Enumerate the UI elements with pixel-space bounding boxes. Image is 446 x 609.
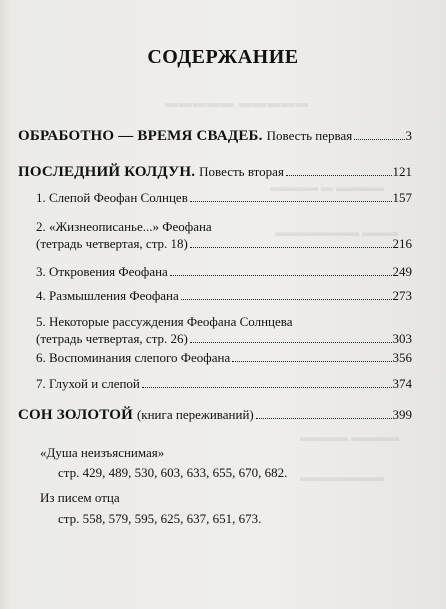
extra-pages: стр. 558, 579, 595, 625, 637, 651, 673. [58, 511, 262, 526]
part-title: ОБРАБОТНО — ВРЕМЯ СВАДЕБ. [18, 128, 263, 144]
page-number: 399 [392, 407, 412, 422]
page-number: 356 [392, 350, 412, 365]
dot-leader [286, 175, 392, 176]
chapter-title: 7. Глухой и слепой [36, 376, 140, 391]
dot-leader [142, 387, 392, 388]
chapter-title: 5. Некоторые рассуждения Феофана Солнцева [36, 314, 293, 329]
dot-leader [354, 139, 404, 140]
toc-part-3 [18, 407, 412, 424]
dot-leader [190, 247, 392, 248]
chapter-title: 3. Откровения Феофана [36, 264, 168, 279]
page-number: 249 [392, 264, 412, 279]
chapter-title-cont: (тетрадь четвертая, стр. 26) [36, 331, 188, 346]
chapter-title-cont: (тетрадь четвертая, стр. 18) [36, 236, 188, 251]
dot-leader [232, 361, 391, 362]
toc-chapter [36, 190, 412, 206]
chapter-title: 6. Воспоминания слепого Феофана [36, 350, 231, 365]
dot-leader [256, 418, 392, 419]
part-title: ПОСЛЕДНИЙ КОЛДУН. [18, 164, 196, 180]
book-page: ▬▬▬▬▬ ▬▬▬▬▬ ▬▬▬▬ ▬ ▬▬▬▬ ▬▬▬▬▬▬▬ ▬▬▬ ▬▬▬▬ ▬▬▬▬ ▬▬▬▬▬▬▬ СОДЕРЖАНИЕ ОБРАБОТНО — ВРЕМЯ СВАДЕБ. Повесть первая 3 ПОСЛЕДНИЙ КОЛДУН. Повесть вторая 121 1. Слепой Феофан Солнцев 157 2. «Жизнеописанье...» Феофана (тетрадь четвертая, стр. 18) 216 3. Откровения Феофана 249 4. Размышления Феофана 273 5. Некоторые рассуждения Феофана Солнцева (тетрадь четвертая, стр. 26) 303 6. Воспоминания слепого Феофана 356 7. Глухой и слепой 374 СОН ЗОЛОТОЙ (книга переживаний) 399 «Душа неизъяснимая» стр. 429, 489, 530, 603, 633, 655, 670, 682. Из писем отца стр. 558, 579, 595, 625, 637, 651, 673. [0, 0, 446, 609]
dot-leader [190, 342, 392, 343]
page-number: 3 [405, 128, 412, 143]
toc-chapter [36, 331, 412, 347]
extra-title: «Душа неизъяснимая» [40, 445, 165, 460]
toc-chapter [36, 236, 412, 252]
page-number: 303 [392, 331, 412, 346]
toc-part-2 [18, 164, 412, 181]
toc-chapter [36, 264, 412, 280]
dot-leader [170, 275, 392, 276]
part-subtitle: Повесть первая [266, 128, 353, 143]
toc-chapter [36, 350, 412, 366]
page-number: 121 [392, 164, 412, 179]
chapter-title: 1. Слепой Феофан Солнцев [36, 190, 188, 205]
page-title: СОДЕРЖАНИЕ [147, 46, 299, 68]
part-subtitle: (книга переживаний) [136, 407, 254, 422]
page-number: 273 [392, 288, 412, 303]
extra-title: Из писем отца [40, 490, 120, 505]
part-title: СОН ЗОЛОТОЙ [18, 407, 133, 423]
page-number: 374 [392, 376, 412, 391]
chapter-title: 4. Размышления Феофана [36, 288, 179, 303]
page-number: 216 [392, 236, 412, 251]
dot-leader [190, 201, 392, 202]
toc-chapter [36, 376, 412, 392]
page-number: 157 [392, 190, 412, 205]
toc-part-1 [18, 128, 412, 145]
chapter-title: 2. «Жизнеописанье...» Феофана [36, 219, 212, 234]
toc-chapter [36, 288, 412, 304]
dot-leader [181, 299, 392, 300]
part-subtitle: Повесть вторая [199, 164, 284, 179]
extra-pages: стр. 429, 489, 530, 603, 633, 655, 670, 682. [58, 465, 288, 480]
